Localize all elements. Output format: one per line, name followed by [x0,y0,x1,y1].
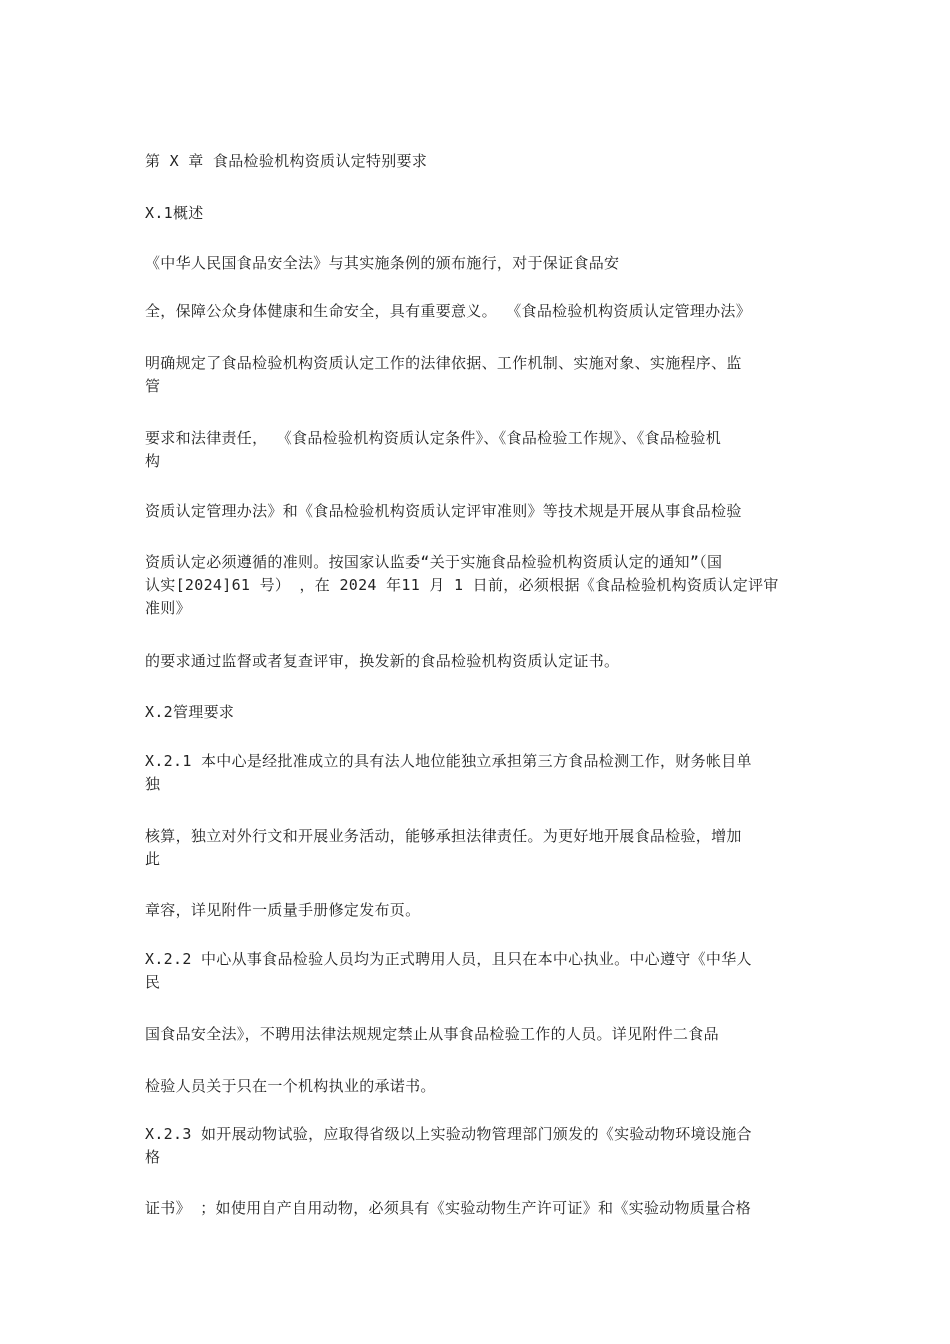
paragraph-line: 独 [145,775,161,793]
paragraph-line: 全，保障公众身体健康和生命安全，具有重要意义。 《食品检验机构资质认定管理办法》 [145,302,752,320]
paragraph-line: X.2.1 本中心是经批准成立的具有法人地位能独立承担第三方食品检测工作，财务帐目单 [145,752,752,770]
paragraph-line: 此 [145,850,161,868]
paragraph-line: X.2.3 如开展动物试验，应取得省级以上实验动物管理部门颁发的《实验动物环境设施合 [145,1125,752,1143]
paragraph-line: 管 [145,377,161,395]
paragraph-line: 章容，详见附件一质量手册修定发布页。 [145,901,421,919]
paragraph-line: 明确规定了食品检验机构资质认定工作的法律依据、工作机制、实施对象、实施程序、监 [145,354,742,372]
paragraph-line: 资质认定必须遵循的准则。按国家认监委“关于实施食品检验机构资质认定的通知”（国 [145,553,723,571]
paragraph-line: 认实[2024]61 号） ，在 2024 年11 月 1 日前，必须根据《食品检验机构资质认定评审 [145,576,779,594]
section-heading: X.2管理要求 [145,703,235,721]
paragraph-line: 民 [145,973,161,991]
paragraph-line: 格 [145,1148,161,1166]
paragraph-line: 的要求通过监督或者复查评审，换发新的食品检验机构资质认定证书。 [145,652,620,670]
paragraph-line: 《中华人民国食品安全法》与其实施条例的颁布施行，对于保证食品安 [145,254,620,272]
paragraph-line: 证书》 ；如使用自产自用动物，必须具有《实验动物生产许可证》和《实验动物质量合格 [145,1199,752,1217]
paragraph-line: 构 [145,452,161,470]
section-heading: X.1概述 [145,204,204,222]
paragraph-line: 检验人员关于只在一个机构执业的承诺书。 [145,1077,436,1095]
paragraph-line: 国食品安全法》，不聘用法律法规规定禁止从事食品检验工作的人员。详见附件二食品 [145,1025,719,1043]
paragraph-line: 要求和法律责任， 《食品检验机构资质认定条件》、《食品检验工作规》、《食品检验机 [145,429,722,447]
chapter-title: 第 X 章 食品检验机构资质认定特别要求 [145,152,428,170]
paragraph-line: 资质认定管理办法》和《食品检验机构资质认定评审准则》等技术规是开展从事食品检验 [145,502,742,520]
paragraph-line: 核算，独立对外行文和开展业务活动，能够承担法律责任。为更好地开展食品检验，增加 [145,827,742,845]
paragraph-line: X.2.2 中心从事食品检验人员均为正式聘用人员，且只在本中心执业。中心遵守《中华人 [145,950,752,968]
paragraph-line: 准则》 [145,599,191,617]
